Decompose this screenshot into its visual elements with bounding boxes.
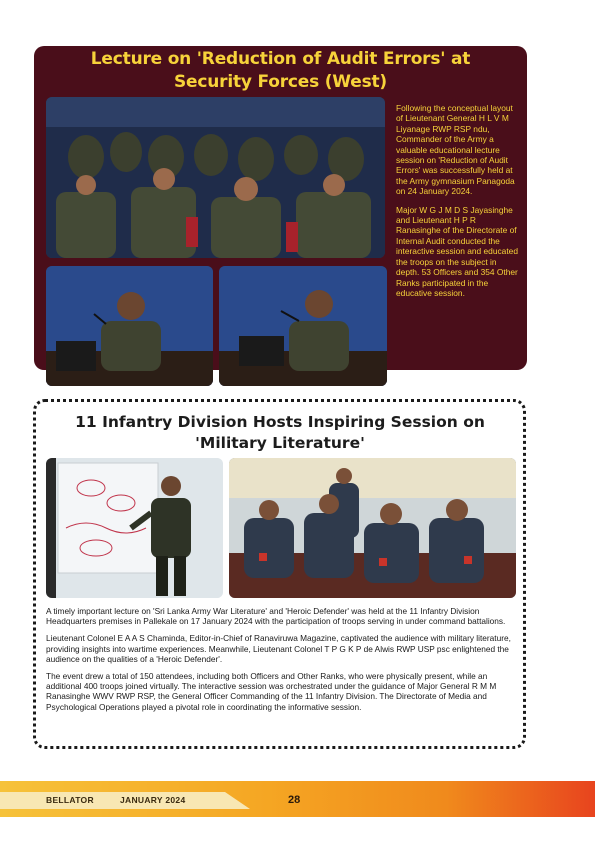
audience-seated-photo (46, 97, 385, 258)
audit-lecture-headline-line2: Security Forces (West) (174, 72, 387, 92)
military-literature-paragraph-1: A timely important lecture on 'Sri Lanka Army War Literature' and 'Heroic Defender' was held at the 11 Infantry Division Headquarters premises in Pallekale on 17 January 2024 with the participation of troops serving in under command battalions. (46, 606, 506, 627)
audit-lecture-paragraph-1: Following the conceptual layout of Lieutenant General H L V M Liyanage RWP RSP ndu, Commander of the Army a valuable educational lecture session on 'Reduction of Audit Errors' was successfully held at the Army gymnasium Panagoda on 24 January 2024. (396, 103, 515, 197)
audit-lecture-headline-line1: Lecture on 'Reduction of Audit Errors' at (90, 49, 471, 69)
footer-issue-date: JANUARY 2024 (120, 795, 186, 805)
military-literature-headline-line2: 'Military Literature' (195, 434, 365, 452)
audit-lecture-paragraph-2: Major W G J M D S Jayasinghe and Lieutenant H P R Ranasinghe of the Directorate of Internal Audit conducted the interactive session and educated the troops on the subject in depth. 53 Officers and 354 Other Ranks participated in the educative session. (396, 204, 518, 298)
audit-lecture-headline (34, 48, 527, 94)
footer-magazine-name: BELLATOR (46, 795, 94, 805)
military-literature-headline (40, 412, 520, 454)
audit-lecture-body (396, 103, 518, 306)
seated-troops-photo (229, 458, 516, 598)
military-literature-paragraph-3: The event drew a total of 150 attendees, including both Officers and Other Ranks, who were physically present, while an additional 400 troops joined virtually. The interactive session was orchestrated under the guidance of Major General R M M Ranasinghe WWV RWP RSP, the General Officer Commanding of the 11 Infantry Division. The Directorate of Media and Psychological Operations played a pivotal role in coordinating the informative session. (46, 671, 497, 712)
page-number: 28 (288, 794, 301, 806)
military-literature-paragraph-2: Lieutenant Colonel E A A S Chaminda, Editor-in-Chief of Ranaviruwa Magazine, captivated the audience with military literature, providing insights into wartime experiences. Meanwhile, Lieutenant Colonel T P G K P de Alwis RWP USP psc enlightened the audience on the qualities of a 'Heroic Defender'. (46, 633, 511, 664)
military-literature-body (46, 606, 518, 719)
speaker-two-photo (219, 266, 387, 386)
speaker-one-photo (46, 266, 213, 386)
lecturer-whiteboard-photo (46, 458, 223, 598)
military-literature-headline-line1: 11 Infantry Division Hosts Inspiring Session on (75, 413, 485, 431)
